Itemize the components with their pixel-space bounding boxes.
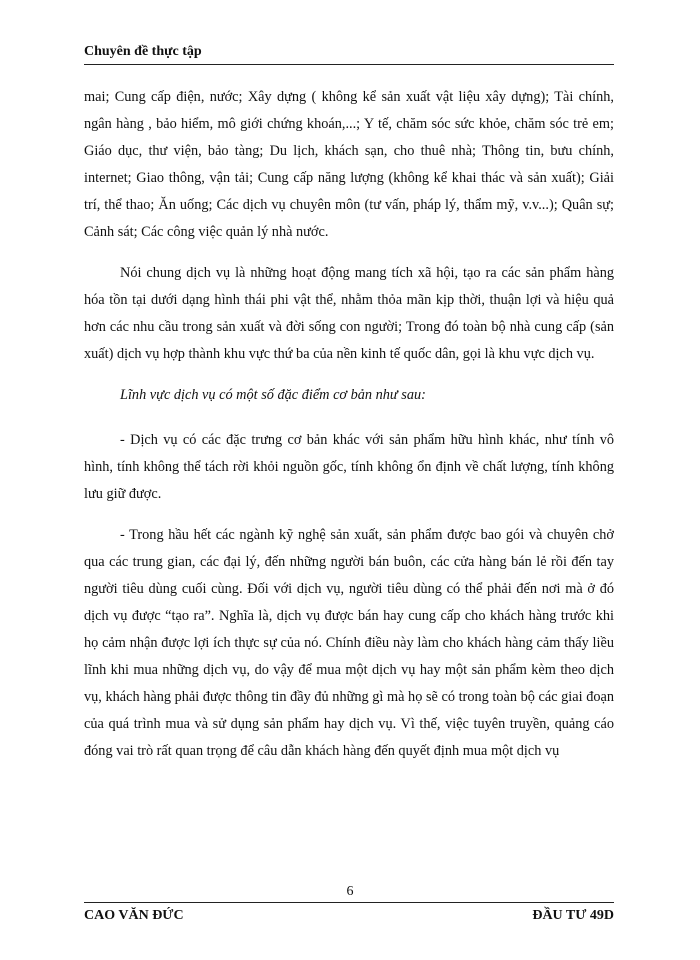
running-header-title: Chuyên đề thực tập <box>84 44 202 59</box>
paragraph-characteristic-distribution: - Trong hầu hết các ngành kỹ nghệ sản xuất, sản phẩm được bao gói và chuyên chở qua các trung gian, các đại lý, đến những người bán buôn, các cửa hàng bán lẻ rồi đến tay người tiêu dùng cuối cùng. Đối với dịch vụ, người tiêu dùng có thể phải đến nơi mà ở đó dịch vụ được “tạo ra”. Nghĩa là, dịch vụ được bán hay cung cấp cho khách hàng trước khi họ cảm nhận được lợi ích thực sự của nó. Chính điều này làm cho khách hàng cảm thấy liều lĩnh khi mua những dịch vụ, do vậy để mua một dịch vụ hay một sản phẩm kèm theo dịch vụ, khách hàng phải được thông tin đầy đủ những gì mà họ sẽ có trong toàn bộ các giai đoạn của quá trình mua và sử dụng sản phẩm hay dịch vụ. Vì thế, việc tuyên truyền, quảng cáo đóng vai trò rất quan trọng để câu dẫn khách hàng đến quyết định mua một dịch vụ <box>84 527 614 759</box>
paragraph-service-sectors-continued: mai; Cung cấp điện, nước; Xây dựng ( không kể sản xuất vật liệu xây dựng); Tài chính, ngân hàng , bảo hiểm, mô giới chứng khoán,...; Y tế, chăm sóc sức khỏe, chăm sóc trẻ em; Giáo dục, thư viện, bảo tàng; Du lịch, khách sạn, cho thuê nhà; Thông tin, bưu chính, internet; Giao thông, vận tải; Cung cấp năng lượng (không kể khai thác và sản xuất); Giải trí, thể thao; Ăn uống; Các dịch vụ chuyên môn (tư vấn, pháp lý, thẩm mỹ, v.v...); Quân sự; Cảnh sát; Các công việc quản lý nhà nước. <box>84 89 614 240</box>
paragraph-service-definition: Nói chung dịch vụ là những hoạt động mang tích xã hội, tạo ra các sản phẩm hàng hóa tồn tại dưới dạng hình thái phi vật thể, nhằm thỏa mãn kịp thời, thuận lợi và hiệu quả hơn các nhu cầu trong sản xuất và đời sống con người; Trong đó toàn bộ nhà cung cấp (sản xuất) dịch vụ hợp thành khu vực thứ ba của nền kinh tế quốc dân, gọi là khu vực dịch vụ. <box>84 265 614 362</box>
document-body <box>84 84 614 779</box>
footer-class: ĐẦU TƯ 49D <box>532 908 614 923</box>
footer-author: CAO VĂN ĐỨC <box>84 908 184 923</box>
header-divider <box>84 64 614 65</box>
paragraph-characteristic-intangible: - Dịch vụ có các đặc trưng cơ bản khác với sản phẩm hữu hình khác, như tính vô hình, tính không thể tách rời khỏi nguồn gốc, tính không ổn định về chất lượng, tính không lưu giữ được. <box>84 432 614 502</box>
footer-divider <box>84 902 614 903</box>
page-number: 6 <box>346 884 354 899</box>
section-heading-characteristics: Lĩnh vực dịch vụ có một số đặc điểm cơ bản như sau: <box>120 387 426 403</box>
